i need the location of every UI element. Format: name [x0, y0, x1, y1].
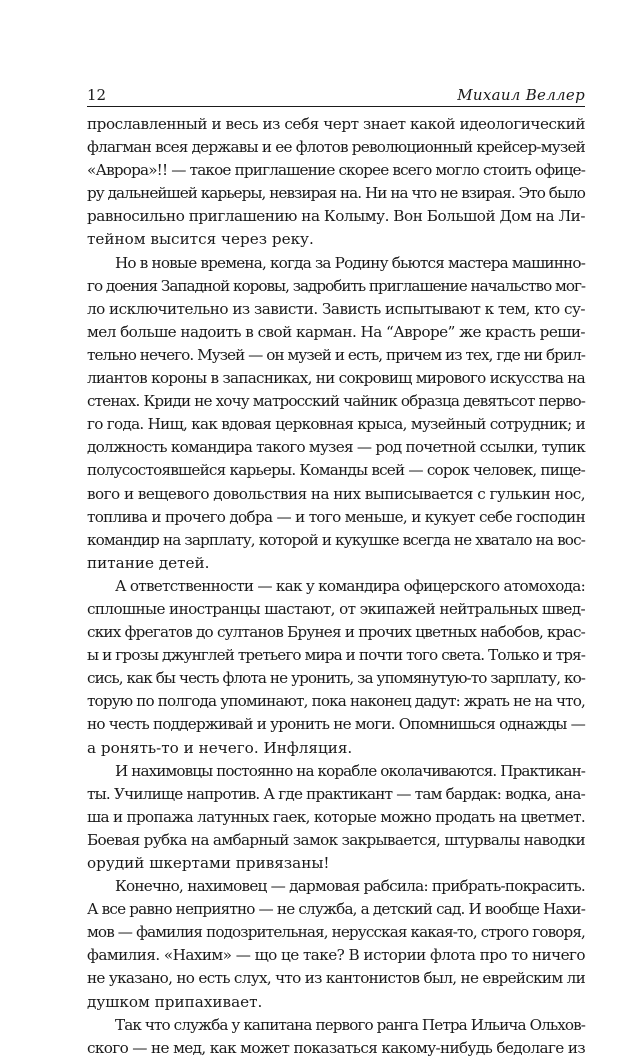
text-line: ы и грозы джунглей третьего мира и почти того света. Только и тря- [87, 646, 585, 665]
text-line: ского — не мед, как может показаться какому-нибудь бедолаге из [87, 1038, 585, 1057]
text-line: а ронять-то и нечего. Инфляция. [87, 738, 353, 757]
text-line: ру дальнейшей карьеры, невзирая на. Ни на что не взирая. Это было [87, 184, 585, 203]
text-line: Конечно, нахимовец — дармовая рабсила: прибрать-покрасить. [115, 877, 585, 896]
text-line: орудий шкертами привязаны! [87, 854, 330, 872]
text-line: ты. Училище напротив. А где практикант — там бардак: водка, ана- [87, 784, 585, 803]
text-line: но честь поддерживай и уронить не моги. Опомнишься однажды — [87, 715, 585, 734]
text-line: флагман всея державы и ее флотов революционный крейсер-музей [87, 138, 585, 157]
text-line: сплошные иностранцы шастают, от экипажей нейтральных швед- [87, 599, 586, 618]
text-line: И нахимовцы постоянно на корабле околачиваются. Практикан- [115, 761, 586, 780]
text-line: полусостоявшейся карьеры. Команды всей — сорок человек, пище- [87, 461, 585, 480]
header-rule [87, 106, 585, 107]
text-line: топлива и прочего добра — и того меньше, и кукует себе господин [87, 507, 586, 526]
text-line: ша и пропажа латунных гаек, которые можно продать на цветмет. [87, 807, 585, 826]
text-line: ло исключительно из зависти. Зависть испытывают к тем, кто су- [87, 299, 586, 318]
text-line: А ответственности — как у командира офицерского атомохода: [115, 576, 586, 595]
text-line: «Аврора»!! — такое приглашение скорее всего могло стоить офице- [87, 161, 586, 180]
text-line: го доения Западной коровы, задробить приглашение начальство мог- [87, 276, 586, 295]
text-line: Так что служба у капитана первого ранга Петра Ильича Ольхов- [115, 1015, 586, 1034]
text-line: А все равно неприятно — не служба, а детский сад. И вообще Нахи- [87, 900, 586, 919]
text-line: тельно нечего. Музей — он музей и есть, причем из тех, где ни брил- [87, 345, 585, 364]
text-line: прославленный и весь из себя черт знает какой идеологический [87, 115, 585, 133]
text-line: лиантов короны в запасниках, ни сокровищ мирового искусства на [87, 369, 586, 388]
text-line: питание детей. [87, 553, 210, 572]
text-line: тейном высится через реку. [87, 230, 314, 249]
text-line: фамилия. «Нахим» — що це таке? В истории флота про то ничего [87, 946, 585, 965]
text-line: мел больше надоить в свой карман. На “Авроре” же красть реши- [87, 322, 585, 341]
text-line: мов — фамилия подозрительная, нерусская какая-то, строго говоря, [87, 923, 586, 942]
text-line: вого и вещевого довольствия на них выписывается с гулькин нос, [87, 484, 585, 503]
text-line: равносильно приглашению на Колыму. Вон Большой Дом на Ли- [87, 207, 586, 226]
running-header [87, 85, 585, 107]
text-line: го года. Нищ, как вдовая церковная крыса, музейный сотрудник; и [87, 415, 585, 434]
text-line: не указано, но есть слух, что из кантонистов был, не еврейским ли [87, 969, 586, 988]
running-title: Михаил Веллер [457, 86, 585, 104]
body-text [87, 113, 585, 1060]
text-line: Но в новые времена, когда за Родину бьются мастера машинно- [115, 253, 586, 272]
text-line: душком припахивает. [87, 992, 263, 1011]
text-line: сись, как бы честь флота не уронить, за упомянутую-то зарплату, ко- [87, 669, 585, 688]
text-line: Боевая рубка на амбарный замок закрывается, штурвалы наводки [87, 830, 586, 849]
text-line: должность командира такого музея — род почетной ссылки, тупик [87, 438, 585, 457]
text-line: ских фрегатов до султанов Брунея и прочих цветных набобов, крас- [87, 623, 586, 642]
text-line: командир на зарплату, которой и кукушке всегда не хватало на вос- [87, 530, 586, 549]
text-line: стенах. Криди не хочу матросский чайник образца девятьсот перво- [87, 392, 585, 411]
page-number: 12 [87, 86, 107, 104]
text-line: торую по полгода упоминают, пока наконец дадут: жрать не на что, [87, 692, 585, 711]
